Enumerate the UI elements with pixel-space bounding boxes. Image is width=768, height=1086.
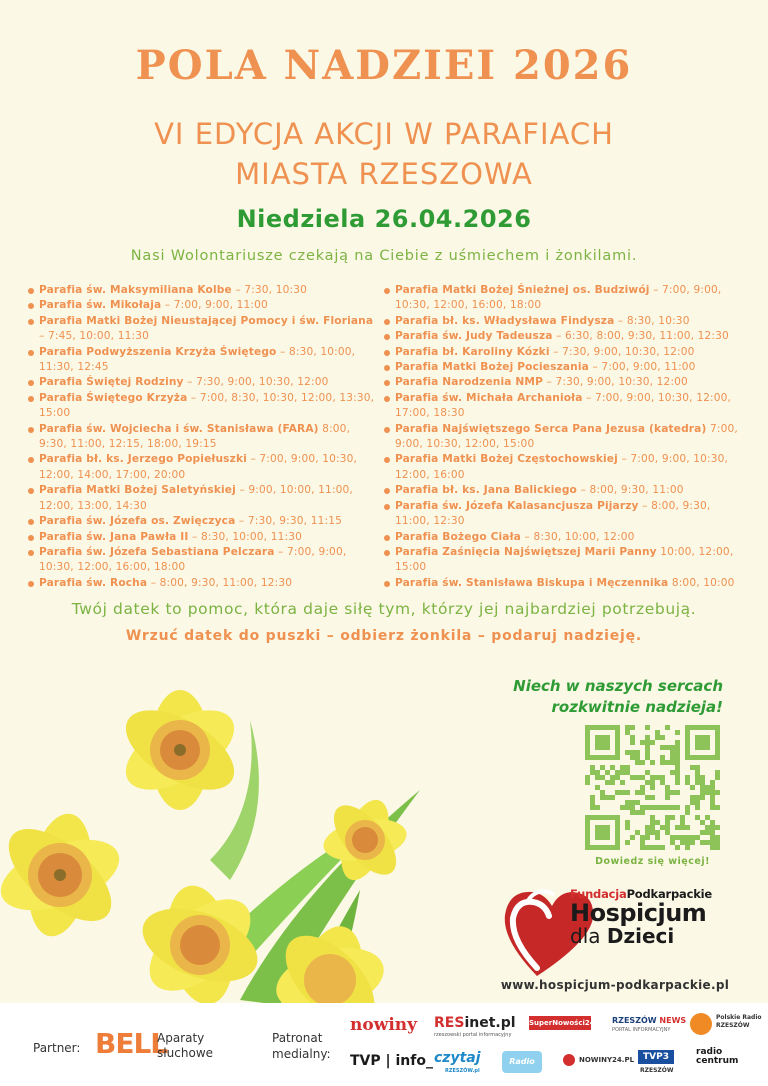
mass-times: – 7:30, 9:00, 10:30, 12:00 <box>549 345 695 358</box>
parish-item <box>27 545 377 576</box>
parish-item <box>27 422 377 453</box>
parish-item <box>27 375 377 390</box>
parish-item <box>27 283 377 298</box>
parish-name: Parafia bł. ks. Jerzego Popiełuszki <box>39 453 247 466</box>
mass-times: – 8:30, 10:00, 11:30 <box>188 530 302 543</box>
bell-logo-sub: Aparaty słuchowe <box>157 1031 214 1060</box>
resinet-logo: RESinet.pl <box>434 1015 516 1031</box>
qr-caption: Dowiedz się więcej! <box>595 856 710 867</box>
parish-item <box>383 391 743 422</box>
parish-name: Parafia bł. ks. Władysława Findysza <box>395 314 615 327</box>
parish-item <box>27 345 377 376</box>
hospice-name-bottom: dla Dzieci <box>570 924 675 948</box>
parish-name: Parafia Podwyższenia Krzyża Świętego <box>39 345 277 358</box>
mass-times: – 7:00, 9:00, 10:30, 12:00, 17:00, 18:30 <box>395 391 731 420</box>
mass-times: – 6:30, 8:00, 9:30, 11:00, 12:30 <box>552 330 729 343</box>
mass-times: 7:00, 9:00, 10:30, 12:00, 15:00 <box>395 422 738 451</box>
daffodil-flower <box>133 880 268 1005</box>
resinet-subtitle: rzeszowski portal informacyjny <box>434 1032 512 1038</box>
czytaj-rzeszow-logo: czytaj <box>434 1050 481 1066</box>
mass-times: – 7:00, 9:00, 10:30, 12:00, 16:00 <box>395 453 729 481</box>
tvp3-subtitle: RZESZÓW <box>640 1067 674 1074</box>
parish-name: Parafia bł. ks. Jana Balickiego <box>395 484 577 497</box>
tvp3-logo: TVP3 <box>638 1050 674 1064</box>
parish-name: Parafia św. Mikołaja <box>39 299 162 312</box>
patronat-label: Patronat medialny: <box>272 1031 331 1061</box>
mass-times: – 7:00, 9:00, 10:30, 12:00, 16:00, 18:00 <box>39 545 347 574</box>
parish-item <box>27 391 377 422</box>
mass-times: – 7:30, 9:00, 10:30, 12:00 <box>183 376 329 389</box>
parish-name: Parafia św. Stanisława Biskupa i Męczennika <box>395 576 669 589</box>
mass-times: – 9:00, 10:00, 11:00, 12:00, 13:00, 14:30 <box>39 484 353 512</box>
parish-name: Parafia św. Maksymiliana Kolbe <box>39 284 232 296</box>
parish-name: Parafia św. Jana Pawła II <box>39 530 189 543</box>
nowiny-logo: nowiny <box>350 1015 418 1035</box>
mass-times: – 7:00, 9:00, 10:30, 12:00, 14:00, 17:00, 20:00 <box>39 453 358 481</box>
parish-item <box>383 283 743 314</box>
parish-name: Parafia św. Rocha <box>39 576 148 589</box>
mass-times: – 7:30, 10:30 <box>231 284 307 296</box>
supernowosci-logo: SuperNowości24.pl <box>529 1016 591 1030</box>
mass-times: – 7:00, 9:00, 10:30, 12:00, 16:00, 18:00 <box>395 284 722 312</box>
parish-name: Parafia Matki Bożej Pocieszania <box>395 361 589 374</box>
parish-name: Parafia św. Judy Tadeusza <box>395 330 553 343</box>
mass-times: – 8:30, 10:00, 12:00 <box>520 530 635 543</box>
qr-code[interactable] <box>585 725 720 850</box>
rzeszow-news-logo: RZESZÓW NEWS <box>612 1016 687 1025</box>
mass-times: – 7:00, 9:00, 11:00 <box>161 299 268 312</box>
parish-item <box>383 329 743 344</box>
nowiny24-logo: NOWINY24.PL <box>579 1056 635 1064</box>
website-link[interactable]: www.hospicjum-podkarpackie.pl <box>500 978 730 992</box>
parish-item <box>27 483 377 514</box>
parish-name: Parafia Najświętszego Serca Pana Jezusa (katedra) <box>395 422 707 435</box>
mass-times: – 8:30, 10:00, 11:30, 12:45 <box>39 345 356 374</box>
parish-item <box>383 530 743 545</box>
polskie-radio-logo: Polskie Radio RZESZÓW <box>716 1014 762 1029</box>
parish-list-left <box>27 283 377 591</box>
subtitle-line2: MIASTA RZESZOWA <box>235 157 533 191</box>
hope-quote <box>470 676 723 718</box>
parish-name: Parafia św. Józefa Sebastiana Pelczara <box>39 545 275 558</box>
parish-list-right <box>383 283 743 591</box>
tvp-info-logo: TVP | info_ <box>350 1053 433 1069</box>
parish-name: Parafia bł. Karoliny Kózki <box>395 345 550 358</box>
mass-times: – 7:30, 9:00, 10:30, 12:00 <box>543 376 688 389</box>
mass-times: 10:00, 12:00, 15:00 <box>395 545 734 574</box>
mass-times: – 7:30, 9:30, 11:15 <box>235 515 343 528</box>
event-date: Niedziela 26.04.2026 <box>236 205 532 233</box>
nowiny24-icon <box>563 1054 575 1066</box>
quote-line2: rozkwitnie nadzieja! <box>551 698 723 716</box>
mass-times: – 7:00, 9:00, 11:00 <box>588 361 696 374</box>
mass-times: – 8:00, 9:30, 11:00 <box>576 484 684 497</box>
intro-text: Nasi Wolontariusze czekają na Ciebie z uśmiechem i żonkilami. <box>130 248 638 264</box>
parish-name: Parafia św. Michała Archanioła <box>395 391 583 404</box>
parish-item <box>27 298 377 313</box>
parish-item <box>27 576 377 591</box>
parish-item <box>27 530 377 545</box>
hospice-name-main: Hospicjum <box>570 899 707 927</box>
parish-name: Parafia Matki Bożej Śnieżnej os. Budziwój <box>395 284 650 296</box>
parish-name: Parafia św. Józefa Kalasancjusza Pijarzy <box>395 499 639 512</box>
parish-name: Parafia Świętego Krzyża <box>39 391 188 404</box>
mass-times: 8:00, 9:30, 11:00, 12:15, 18:00, 19:15 <box>39 422 351 451</box>
parish-item <box>383 314 743 329</box>
parish-item <box>383 345 743 360</box>
parish-item <box>383 483 743 498</box>
hospice-name <box>570 887 740 946</box>
parish-item <box>383 545 743 576</box>
hospice-name-top: FundacjaPodkarpackie <box>570 887 713 901</box>
parish-item <box>27 452 377 483</box>
parish-name: Parafia Matki Bożej Częstochowskiej <box>395 453 618 466</box>
parish-name: Parafia Narodzenia NMP <box>395 376 544 389</box>
parish-item <box>383 452 743 483</box>
parish-item <box>383 360 743 375</box>
mass-times: – 7:00, 8:30, 10:30, 12:00, 13:30, 15:00 <box>39 391 375 420</box>
parish-item <box>383 422 743 453</box>
mass-times: – 8:30, 10:30 <box>614 314 690 327</box>
poster-title: POLA NADZIEI 2026 <box>135 42 633 89</box>
parish-item <box>383 499 743 530</box>
radio-via-logo: Radio VIA <box>502 1051 542 1073</box>
partner-label: Partner: <box>33 1041 81 1055</box>
radio-centrum-logo: radio centrum <box>696 1047 739 1066</box>
parish-name: Parafia św. Józefa os. Zwięczyca <box>39 515 236 528</box>
parish-name: Parafia św. Wojciecha i św. Stanisława (FARA) <box>39 422 319 435</box>
help-message: Twój datek to pomoc, która daje siłę tym, którzy jej najbardziej potrzebują. <box>71 600 697 618</box>
parish-item <box>27 514 377 529</box>
parish-name: Parafia Świętej Rodziny <box>39 376 184 389</box>
parish-item <box>383 576 743 591</box>
parish-item <box>383 375 743 390</box>
parish-item <box>27 314 377 345</box>
polskie-radio-icon <box>690 1013 712 1035</box>
mass-times: 8:00, 10:00 <box>668 576 735 589</box>
mass-times: – 8:00, 9:30, 11:00, 12:30 <box>147 576 293 589</box>
call-to-action: Wrzuć datek do puszki – odbierz żonkila – podaruj nadzieję. <box>125 628 643 644</box>
daffodil-flower <box>113 690 247 810</box>
mass-times: – 8:00, 9:30, 11:00, 12:30 <box>395 499 711 528</box>
parish-name: Parafia Matki Bożej Nieustającej Pomocy i św. Floriana <box>39 314 374 327</box>
daffodil-flower <box>0 809 129 942</box>
mass-times: – 7:45, 10:00, 11:30 <box>39 330 149 343</box>
subtitle-line1: VI EDYCJA AKCJI W PARAFIACH <box>154 117 614 151</box>
quote-line1: Niech w naszych sercach <box>513 677 723 695</box>
czytaj-rzeszow-subtitle: RZESZÓW.pl <box>445 1068 480 1074</box>
parish-name: Parafia Bożego Ciała <box>395 530 521 543</box>
daffodils-illustration <box>0 660 500 1005</box>
rzeszow-news-subtitle: PORTAL INFORMACYJNY <box>612 1027 671 1033</box>
bell-logo-mark: BELL <box>95 1027 168 1060</box>
parish-name: Parafia Zaśnięcia Najświętszej Marii Panny <box>395 545 657 558</box>
parish-name: Parafia Matki Bożej Saletyńskiej <box>39 484 236 497</box>
